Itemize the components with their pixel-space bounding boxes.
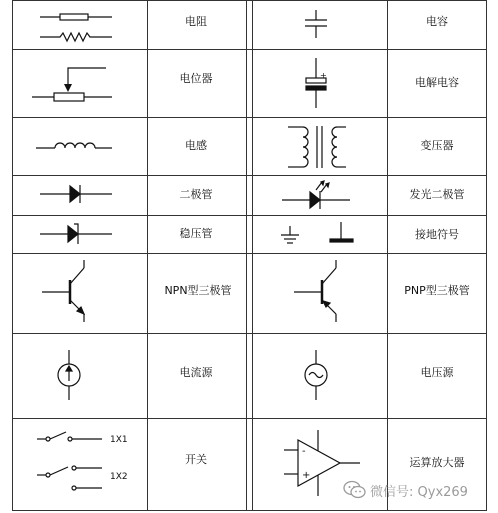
label-current-source: 电流源 bbox=[179, 366, 213, 379]
op-amp-inverting-input: - bbox=[302, 446, 306, 457]
label-ground: 接地符号 bbox=[415, 228, 459, 241]
switch-label-1x2: 1X2 bbox=[110, 472, 128, 482]
polarity-plus-mark: + bbox=[320, 71, 327, 80]
wechat-icon bbox=[343, 479, 367, 501]
label-npn-transistor: NPN型三极管 bbox=[164, 284, 232, 297]
op-amp-noninverting-input: + bbox=[302, 470, 311, 481]
label-capacitor: 电容 bbox=[426, 15, 448, 28]
label-potentiometer: 电位器 bbox=[179, 72, 213, 85]
label-led: 发光二极管 bbox=[409, 188, 465, 201]
label-transformer: 变压器 bbox=[420, 139, 454, 152]
label-op-amp: 运算放大器 bbox=[409, 456, 465, 469]
label-resistor: 电阻 bbox=[185, 15, 207, 28]
label-pnp-transistor: PNP型三极管 bbox=[404, 284, 470, 297]
label-zener-diode: 稳压管 bbox=[179, 227, 213, 240]
label-voltage-source: 电压源 bbox=[420, 366, 454, 379]
label-diode: 二极管 bbox=[179, 188, 213, 201]
label-electrolytic-capacitor: 电解电容 bbox=[415, 76, 459, 89]
watermark-text: 微信号: Qyx269 bbox=[370, 485, 468, 500]
switch-label-1x1: 1X1 bbox=[110, 435, 128, 445]
label-switch: 开关 bbox=[185, 453, 207, 466]
label-inductor: 电感 bbox=[185, 139, 207, 152]
